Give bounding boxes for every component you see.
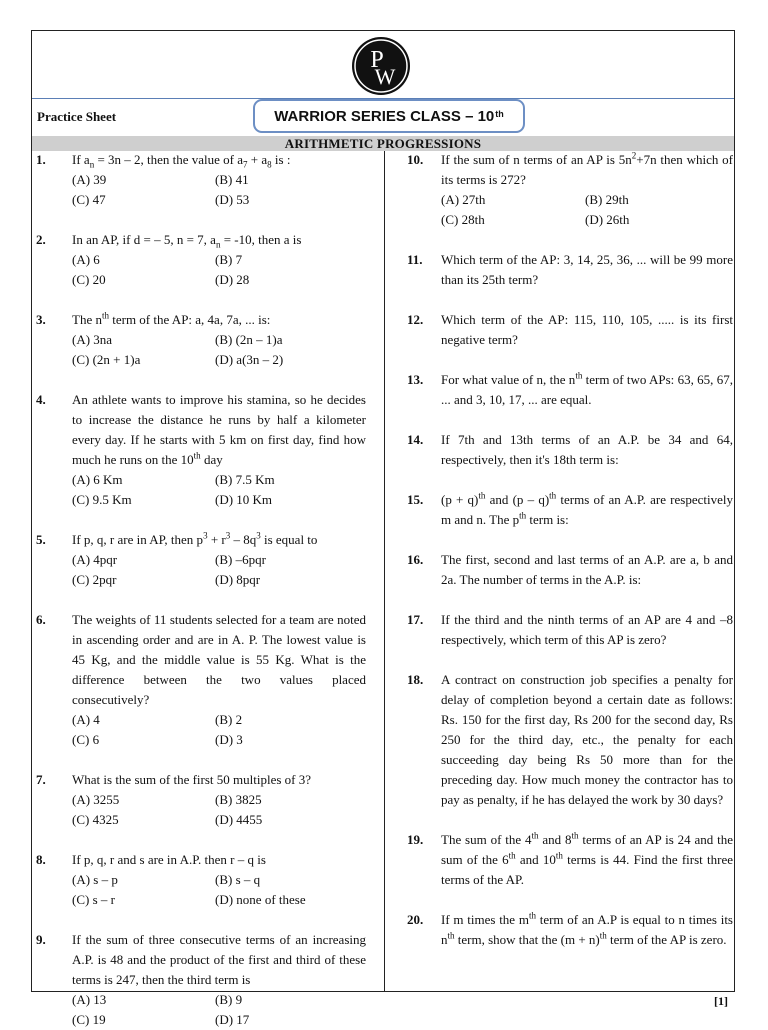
question-text-part: If a	[72, 152, 90, 167]
answer-option: (D) 8pqr	[215, 572, 261, 587]
question-text	[441, 830, 733, 890]
question-text-part: If the sum of n terms of an AP is 5n	[441, 152, 632, 167]
answer-option: (B) 41	[215, 172, 249, 187]
question-number: 3.	[36, 312, 46, 327]
answer-options	[72, 470, 366, 510]
question-text-part: th	[447, 930, 455, 941]
question-text-part: and (p – q)	[485, 492, 550, 507]
question-text	[441, 150, 733, 190]
question-text	[72, 850, 366, 870]
question-text	[72, 610, 366, 710]
question-number: 14.	[407, 432, 424, 447]
answer-options	[72, 170, 366, 210]
question-text	[441, 310, 733, 350]
question-text-part: A contract on construction job specifies a penalty for delay of completion beyond a certain date as follows: Rs. 150 for the first day, Rs 200 for the second day, Rs 250 for the third day, etc., the penalty for each succeeding day being Rs 50 more than for the preceding day. How much money the contractor has to pay as penalty, if he has delayed the work by 30 days?	[441, 672, 733, 807]
question-number: 5.	[36, 532, 46, 547]
question-number: 12.	[407, 312, 424, 327]
answer-option: (A) s – p	[72, 872, 118, 887]
question-number: 1.	[36, 152, 46, 167]
question-number: 19.	[407, 832, 424, 847]
answer-option: (D) 53	[215, 192, 250, 207]
answer-option: (D) 26th	[585, 212, 630, 227]
answer-option: (C) (2n + 1)a	[72, 352, 141, 367]
question-text-part: terms of an AP is 24 and the sum of the 6	[441, 832, 733, 867]
answer-option: (B) (2n – 1)a	[215, 332, 283, 347]
question-text-part: The sum of the 4	[441, 832, 532, 847]
topic-bar: ARITHMETIC PROGRESSIONS	[32, 136, 734, 151]
question-text-part: term is:	[526, 512, 569, 527]
question-text-part: For what value of n, the n	[441, 372, 576, 387]
answer-option: (C) 19	[72, 1012, 106, 1027]
question-text-part: What is the sum of the first 50 multiples of 3?	[72, 772, 312, 787]
answer-option: (C) s – r	[72, 892, 115, 907]
question-20	[405, 910, 733, 950]
question-text-part: n	[89, 159, 95, 170]
answer-option: (B) 9	[215, 992, 243, 1007]
question-text-part: + r	[207, 532, 226, 547]
question-7	[36, 770, 366, 830]
answer-option: (A) 13	[72, 992, 107, 1007]
question-text-part: If 7th and 13th terms of an A.P. be 34 and 64, respectively, then it's 18th term is:	[441, 432, 733, 467]
question-text-part: If the sum of three consecutive terms of an increasing A.P. is 48 and the product of the first and third of these terms is 247, then the third term is	[72, 932, 366, 987]
answer-option: (C) 9.5 Km	[72, 492, 132, 507]
page-number: [1]	[714, 994, 728, 1008]
series-title-box: WARRIOR SERIES CLASS – 10 $^{th}$	[253, 99, 525, 133]
answer-options	[72, 870, 366, 910]
question-number: 13.	[407, 372, 424, 387]
question-text-part: = -10, then a is	[220, 232, 302, 247]
question-text-part: If p, q, r are in AP, then p	[72, 532, 204, 547]
question-text-part: term of an A.P is equal to n times its n	[441, 912, 733, 947]
answer-options	[441, 190, 733, 230]
question-number: 11.	[407, 252, 423, 267]
answer-option: (A) 6 Km	[72, 472, 123, 487]
column-divider	[384, 151, 385, 992]
answer-option: (B) s – q	[215, 872, 261, 887]
answer-option: (C) 2pqr	[72, 572, 117, 587]
question-text-part: th	[571, 830, 579, 841]
question-11	[405, 250, 733, 290]
question-text	[72, 930, 366, 990]
question-17	[405, 610, 733, 650]
sheet-label: Practice Sheet	[37, 109, 117, 124]
question-18	[405, 670, 733, 810]
answer-options	[72, 550, 366, 590]
question-text	[441, 250, 733, 290]
question-text	[441, 670, 733, 810]
question-text-part: th	[101, 310, 109, 321]
answer-option: (D) 4455	[215, 812, 263, 827]
answer-option: (A) 4	[72, 712, 100, 727]
question-text-part: th	[599, 930, 607, 941]
right-question-column	[405, 150, 733, 950]
question-text	[72, 530, 366, 550]
question-number: 9.	[36, 932, 46, 947]
question-text-part: Which term of the AP: 115, 110, 105, ..... is its first negative term?	[441, 312, 733, 347]
question-text	[441, 370, 733, 410]
question-1	[36, 150, 366, 210]
answer-option: (A) 6	[72, 252, 100, 267]
answer-option: (C) 28th	[441, 212, 485, 227]
answer-option: (D) 28	[215, 272, 250, 287]
question-number: 18.	[407, 672, 424, 687]
question-text	[72, 150, 366, 170]
question-text-part: 8	[267, 159, 272, 170]
question-14	[405, 430, 733, 470]
question-text-part: term of two APs: 63, 65, 67, ... and 3, 10, 17, ... are equal.	[441, 372, 733, 407]
series-title: WARRIOR SERIES CLASS – 10	[274, 107, 495, 125]
answer-option: (B) 2	[215, 712, 243, 727]
answer-option: (A) 3255	[72, 792, 120, 807]
answer-option: (A) 27th	[441, 192, 486, 207]
question-number: 16.	[407, 552, 424, 567]
question-text-part: 2	[631, 150, 637, 161]
question-text-part: If the third and the ninth terms of an AP are 4 and –8 respectively, which term of this AP is zero?	[441, 612, 733, 647]
answer-option: (D) 10 Km	[215, 492, 273, 507]
question-text	[441, 430, 733, 470]
answer-options	[72, 990, 366, 1030]
answer-option: (C) 6	[72, 732, 100, 747]
answer-option: (B) 7.5 Km	[215, 472, 275, 487]
question-text	[72, 770, 366, 790]
question-text-part: th	[478, 490, 486, 501]
question-10	[405, 150, 733, 230]
answer-options	[72, 330, 366, 370]
question-text-part: n	[215, 239, 221, 250]
question-text-part: and 8	[538, 832, 572, 847]
question-text	[441, 910, 733, 950]
question-3	[36, 310, 366, 370]
svg-text:P: P	[370, 47, 384, 73]
question-text-part: term, show that the (m + n)	[454, 932, 600, 947]
question-text-part: terms of an A.P. are respectively m and n. The p	[441, 492, 733, 527]
question-text-part: – 8q	[230, 532, 257, 547]
question-number: 20.	[407, 912, 424, 927]
pw-logo	[351, 36, 411, 96]
question-text-part: day	[200, 452, 223, 467]
question-text-part: 3	[203, 530, 208, 541]
answer-option: (B) 7	[215, 252, 243, 267]
question-text	[72, 230, 366, 250]
answer-option: (D) none of these	[215, 892, 306, 907]
answer-option: (C) 20	[72, 272, 106, 287]
question-text-part: term of the AP is zero.	[606, 932, 727, 947]
left-question-column	[36, 150, 366, 1030]
question-15	[405, 490, 733, 530]
question-text-part: (p + q)	[441, 492, 479, 507]
question-13	[405, 370, 733, 410]
question-text-part: 7	[243, 159, 248, 170]
question-8	[36, 850, 366, 910]
question-text-part: = 3n – 2, then the value of a	[94, 152, 244, 167]
question-5	[36, 530, 366, 590]
question-text-part: The n	[72, 312, 102, 327]
question-text-part: The weights of 11 students selected for a team are noted in ascending order and are in A. P. The lowest value is 45 Kg, and the middle value is 55 Kg. What is the difference between the two values placed consecutively?	[72, 612, 366, 707]
question-text	[441, 490, 733, 530]
question-12	[405, 310, 733, 350]
question-text-part: 3	[256, 530, 261, 541]
question-text-part: th	[549, 490, 557, 501]
answer-option: (A) 39	[72, 172, 107, 187]
question-text-part: 3	[225, 530, 231, 541]
answer-option: (C) 4325	[72, 812, 119, 827]
question-number: 15.	[407, 492, 424, 507]
question-text-part: term of the AP: a, 4a, 7a, ... is:	[108, 312, 271, 327]
question-9	[36, 930, 366, 1030]
question-19	[405, 830, 733, 890]
question-text-part: and 10	[515, 852, 556, 867]
question-text-part: An athlete wants to improve his stamina, so he decides to increase the distance he runs by half a kilometer every day. If he starts with 5 km on first day, find how much he runs on the 10	[72, 392, 366, 467]
question-text-part: If m times the m	[441, 912, 529, 927]
question-text-part: th	[531, 830, 539, 841]
answer-options	[72, 250, 366, 290]
answer-options	[72, 710, 366, 750]
question-number: 8.	[36, 852, 46, 867]
question-text-part: In an AP, if d = – 5, n = 7, a	[72, 232, 216, 247]
question-number: 6.	[36, 612, 46, 627]
answer-option: (B) 3825	[215, 792, 262, 807]
question-text-part: th	[519, 510, 527, 521]
question-text	[441, 550, 733, 590]
question-text-part: The first, second and last terms of an A.P. are a, b and 2a. The number of terms in the A.P. is:	[441, 552, 733, 587]
answer-option: (D) a(3n – 2)	[215, 352, 284, 367]
question-number: 10.	[407, 152, 424, 167]
question-2	[36, 230, 366, 290]
question-text-part: If p, q, r and s are in A.P. then r – q is	[72, 852, 266, 867]
answer-option: (D) 3	[215, 732, 243, 747]
question-text-part: th	[528, 910, 536, 921]
question-16	[405, 550, 733, 590]
answer-option: (C) 47	[72, 192, 106, 207]
question-text-part: is :	[271, 152, 291, 167]
question-text-part: +7n then which of its terms is 272?	[441, 152, 733, 187]
answer-option: (A) 3na	[72, 332, 113, 347]
question-text	[441, 610, 733, 650]
question-text-part: th	[508, 850, 516, 861]
question-text-part: terms is 44. Find the first three terms of the AP.	[441, 852, 733, 887]
question-number: 4.	[36, 392, 46, 407]
answer-option: (B) –6pqr	[215, 552, 266, 567]
answer-option: (A) 4pqr	[72, 552, 118, 567]
answer-option: (D) 17	[215, 1012, 250, 1027]
question-text-part: th	[193, 450, 201, 461]
svg-text:W: W	[374, 64, 396, 89]
question-number: 2.	[36, 232, 46, 247]
question-text-part: Which term of the AP: 3, 14, 25, 36, ... will be 99 more than its 25th term?	[441, 252, 733, 287]
question-6	[36, 610, 366, 750]
answer-option: (B) 29th	[585, 192, 629, 207]
question-text	[72, 310, 366, 330]
question-text-part: + a	[247, 152, 268, 167]
question-text-part: is equal to	[260, 532, 318, 547]
question-number: 7.	[36, 772, 46, 787]
question-4	[36, 390, 366, 510]
question-number: 17.	[407, 612, 424, 627]
question-text-part: th	[555, 850, 563, 861]
question-text	[72, 390, 366, 470]
answer-options	[72, 790, 366, 830]
question-text-part: th	[575, 370, 583, 381]
